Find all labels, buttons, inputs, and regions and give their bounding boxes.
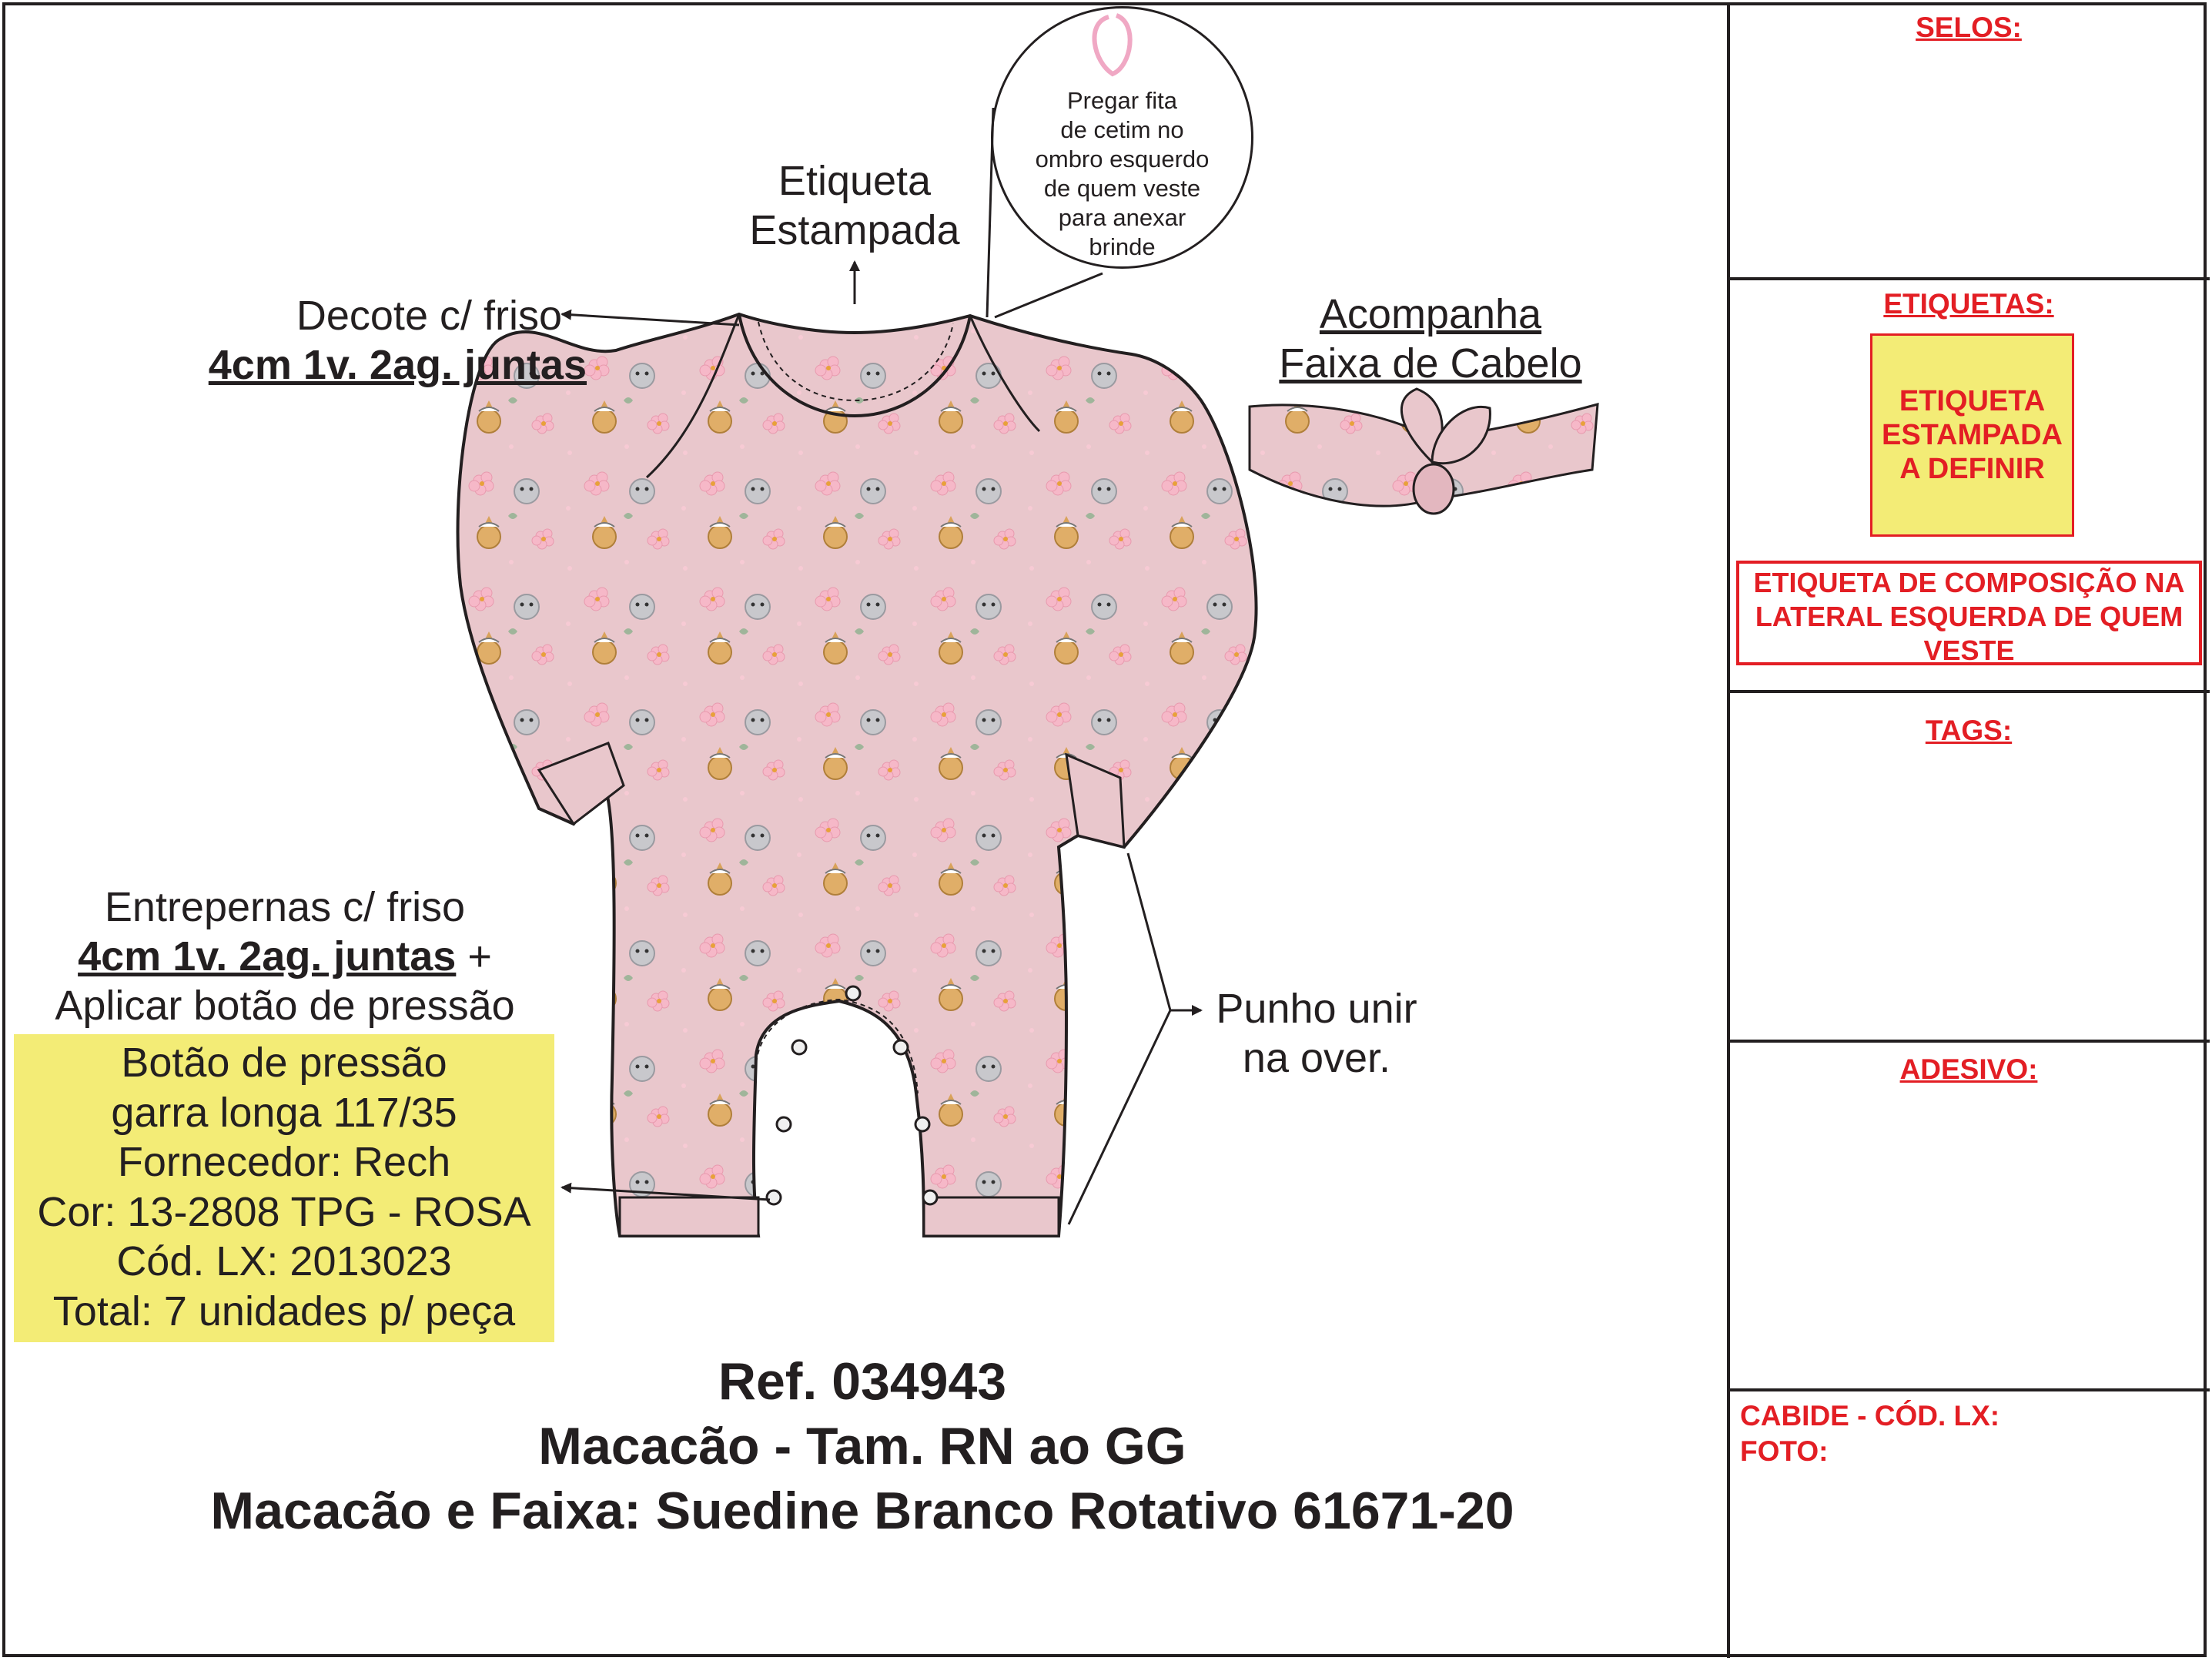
tags-title: TAGS:	[1925, 715, 2013, 746]
sidebar-separator-1	[1727, 277, 2210, 280]
acompanha-line: Acompanha	[1319, 291, 1542, 337]
sidebar-separator-2	[1727, 690, 2210, 693]
selos-title: SELOS:	[1916, 12, 2022, 43]
etiqueta-box-line: ETIQUETA	[1899, 385, 2046, 417]
cabide-label: CABIDE - CÓD. LX:	[1740, 1400, 2000, 1432]
circle-line: de quem veste	[1043, 175, 1201, 202]
button-spec-line: garra longa 117/35	[111, 1089, 457, 1136]
composicao-line: LATERAL ESQUERDA DE QUEM	[1755, 601, 2184, 632]
button-spec-line: Botão de pressão	[121, 1040, 447, 1086]
punho-line: na over.	[1242, 1035, 1391, 1081]
punho-callout	[1201, 984, 1432, 1083]
composicao-line: ETIQUETA DE COMPOSIÇÃO NA	[1753, 567, 2185, 598]
fabric-description: Macacão e Faixa: Suedine Branco Rotativo 61671-20	[210, 1482, 1514, 1540]
entrepernas-bold: 4cm 1v. 2ag. juntas	[78, 933, 457, 980]
etiquetas-title: ETIQUETAS:	[1883, 288, 2054, 320]
composicao-line: VESTE	[1923, 635, 2015, 666]
button-spec-line: Cód. LX: 2013023	[116, 1238, 452, 1284]
button-spec-text	[14, 1038, 554, 1336]
composicao-box	[1736, 561, 2202, 665]
sidebar-separator-4	[1727, 1388, 2210, 1391]
product-name: Macacão - Tam. RN ao GG	[538, 1417, 1186, 1475]
foto-label: FOTO:	[1740, 1435, 1829, 1467]
etiqueta-callout-line: Etiqueta	[778, 158, 932, 204]
entrepernas-callout	[8, 882, 562, 1030]
entrepernas-line-3: Aplicar botão de pressão	[55, 983, 515, 1029]
sidebar-divider	[1727, 2, 1730, 1658]
button-spec-line: Cor: 13-2808 TPG - ROSA	[37, 1188, 531, 1235]
circle-line: ombro esquerdo	[1035, 146, 1210, 172]
etiqueta-estampada-box	[1870, 333, 2074, 537]
etiqueta-callout-line: Estampada	[749, 207, 960, 253]
entrepernas-line-2	[8, 932, 562, 981]
etiqueta-box-line: A DEFINIR	[1899, 453, 2045, 485]
punho-line: Punho unir	[1216, 986, 1417, 1032]
button-spec-line: Fornecedor: Rech	[117, 1139, 451, 1185]
acompanha-line: Faixa de Cabelo	[1279, 340, 1582, 387]
sidebar-separator-3	[1727, 1040, 2210, 1043]
adesivo-title: ADESIVO:	[1899, 1053, 2038, 1085]
ribbon-callout-text	[1001, 86, 1243, 262]
reference-block	[0, 1349, 1725, 1543]
circle-line: para anexar	[1058, 204, 1186, 231]
decote-callout	[139, 291, 601, 390]
circle-line: de cetim no	[1060, 116, 1184, 143]
circle-line: brinde	[1089, 233, 1156, 260]
button-spec-line: Total: 7 unidades p/ peça	[52, 1288, 516, 1334]
decote-line-1: Decote c/ friso	[296, 293, 562, 339]
reference-number: Ref. 034943	[718, 1352, 1007, 1411]
entrepernas-line-1: Entrepernas c/ friso	[104, 884, 466, 930]
etiqueta-callout	[708, 156, 1001, 255]
decote-line-2: 4cm 1v. 2ag. juntas	[208, 342, 587, 388]
etiqueta-box-line: ESTAMPADA	[1881, 419, 2063, 451]
acompanha-callout	[1230, 290, 1631, 388]
entrepernas-plus: +	[456, 933, 492, 980]
circle-line: Pregar fita	[1066, 87, 1177, 114]
